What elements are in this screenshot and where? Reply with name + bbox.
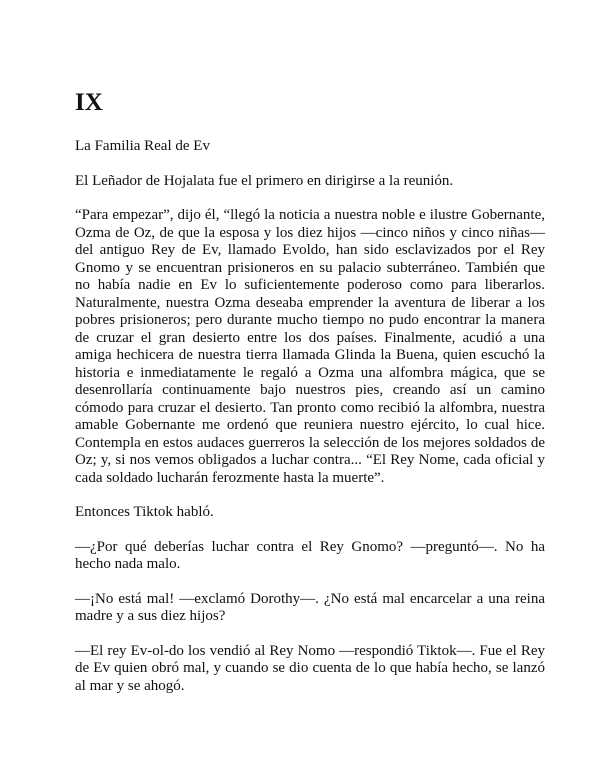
paragraph: Entonces Tiktok habló. <box>75 504 214 520</box>
paragraph: “Para empezar”, dijo él, “llegó la noticia a nuestra noble e ilustre Gobernante, Ozma de Oz, de que la esposa y los diez hijos —cinco niños y cinco niñas— del antiguo Rey de Ev, llamado Evoldo, han sido esclavizados por el Rey Gnomo y se encuentran prisioneros en su palacio subterráneo. También que no había nadie en Ev lo suficientemente poderoso como para liberarlos. Naturalmente, nuestra Ozma deseaba emprender la aventura de liberar a los pobres prisioneros; pero durante mucho tiempo no pudo encontrar la manera de cruzar el gran desierto entre los dos países. Finalmente, acudió a una amiga hechicera de nuestra tierra llamada Glinda la Buena, quien escuchó la historia e inmediatamente le regaló a Ozma una alfombra mágica, que se desenrollaría continuamente bajo nuestros pies, creando así un camino cómodo para cruzar el desierto. Tan pronto como recibió la alfombra, nuestra amable Gobernante me ordenó que reuniera nuestro ejército, lo cual hice. Contempla en estos audaces guerreros la selección de los mejores soldados de Oz; y, si nos vemos obligados a luchar contra... “El Rey Nome, cada oficial y cada soldado lucharán ferozmente hasta la muerte”. <box>75 207 545 486</box>
chapter-number: IX <box>75 89 103 116</box>
paragraph: El Leñador de Hojalata fue el primero en dirigirse a la reunión. <box>75 172 454 189</box>
document-page <box>75 88 545 712</box>
paragraph: —¿Por qué deberías luchar contra el Rey Gnomo? —preguntó—. No ha hecho nada malo. <box>75 538 545 572</box>
chapter-title: La Familia Real de Ev <box>75 138 210 154</box>
paragraph: —¡No está mal! —exclamó Dorothy—. ¿No está mal encarcelar a una reina madre y a sus diez hijos? <box>75 590 545 624</box>
paragraph: —El rey Ev-ol-do los vendió al Rey Nomo —respondió Tiktok—. Fue el Rey de Ev quien obró mal, y cuando se dio cuenta de lo que había hecho, se lanzó al mar y se ahogó. <box>75 642 545 694</box>
